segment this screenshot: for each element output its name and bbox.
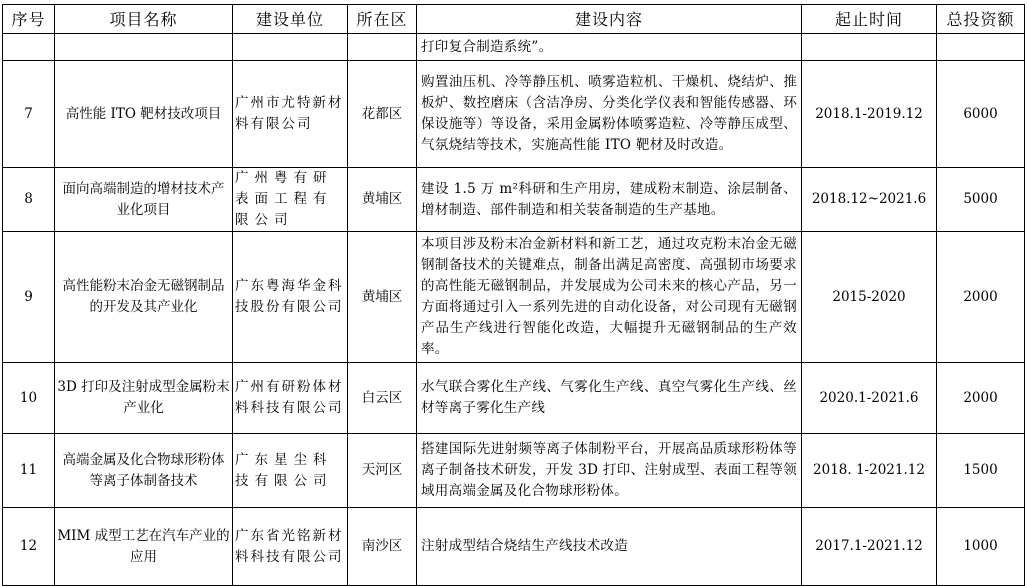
header-content: 建设内容 bbox=[417, 5, 802, 34]
cell-period: 2018.12~2021.6 bbox=[802, 168, 937, 232]
cell-empty bbox=[802, 34, 937, 61]
cell-district: 黄埔区 bbox=[348, 232, 417, 363]
cell-content: 建设 1.5 万 m²科研和生产用房，建成粉末制造、涂层制备、增材制造、部件制造和相关装备制造的生产基地。 bbox=[417, 168, 802, 232]
cell-period: 2018.1-2019.12 bbox=[802, 61, 937, 168]
cell-index: 11 bbox=[3, 434, 55, 508]
cell-index: 9 bbox=[3, 232, 55, 363]
cell-name: 高端金属及化合物球形粉体等离子体制备技术 bbox=[55, 434, 233, 508]
cell-district: 黄埔区 bbox=[348, 168, 417, 232]
cell-period: 2018. 1-2021.12 bbox=[802, 434, 937, 508]
table-row bbox=[3, 61, 1025, 168]
header-row bbox=[3, 5, 1025, 34]
cell-unit: 广州有研粉体材料科技有限公司 bbox=[233, 363, 348, 434]
cell-empty bbox=[937, 34, 1025, 61]
table-row bbox=[3, 363, 1025, 434]
header-investment: 总投资额 bbox=[937, 5, 1025, 34]
cell-name: 3D 打印及注射成型金属粉末产业化 bbox=[55, 363, 233, 434]
table-row bbox=[3, 168, 1025, 232]
cell-unit: 广州市尤特新材料有限公司 bbox=[233, 61, 348, 168]
cell-district: 南沙区 bbox=[348, 508, 417, 586]
cell-unit: 广东粤海华金科技股份有限公司 bbox=[233, 232, 348, 363]
cell-name: MIM 成型工艺在汽车产业的应用 bbox=[55, 508, 233, 586]
cell-investment: 1000 bbox=[937, 508, 1025, 586]
cell-name: 高性能粉末冶金无磁钢制品的开发及其产业化 bbox=[55, 232, 233, 363]
cell-content: 注射成型结合烧结生产线技术改造 bbox=[417, 508, 802, 586]
cell-unit: 广东省光铭新材料科技有限公司 bbox=[233, 508, 348, 586]
cell-index: 7 bbox=[3, 61, 55, 168]
cell-investment: 5000 bbox=[937, 168, 1025, 232]
cell-empty bbox=[3, 34, 55, 61]
cell-unit: 广东星尘科技有限公司 bbox=[233, 434, 348, 508]
cell-index: 10 bbox=[3, 363, 55, 434]
cell-empty bbox=[233, 34, 348, 61]
continuation-row bbox=[3, 34, 1025, 61]
cell-district: 天河区 bbox=[348, 434, 417, 508]
project-table bbox=[2, 4, 1025, 586]
cell-period: 2017.1-2021.12 bbox=[802, 508, 937, 586]
cell-content: 本项目涉及粉末冶金新材料和新工艺，通过攻克粉末冶金无磁钢制备技术的关键难点，制备出满足高密度、高强韧市场要求的高性能无磁钢制品，并发展成为公司未来的核心产品，另一方面将通过引入一系列先进的自动化设备，对公司现有无磁钢产品生产线进行智能化改造，大幅提升无磁钢制品的生产效率。 bbox=[417, 232, 802, 363]
cell-period: 2015-2020 bbox=[802, 232, 937, 363]
header-index: 序号 bbox=[3, 5, 55, 34]
cell-investment: 2000 bbox=[937, 232, 1025, 363]
cell-investment: 1500 bbox=[937, 434, 1025, 508]
cell-empty bbox=[55, 34, 233, 61]
header-period: 起止时间 bbox=[802, 5, 937, 34]
header-name: 项目名称 bbox=[55, 5, 233, 34]
cell-index: 12 bbox=[3, 508, 55, 586]
cell-investment: 6000 bbox=[937, 61, 1025, 168]
header-district: 所在区 bbox=[348, 5, 417, 34]
cell-district: 白云区 bbox=[348, 363, 417, 434]
cell-content: 水气联合雾化生产线、气雾化生产线、真空气雾化生产线、丝材等离子雾化生产线 bbox=[417, 363, 802, 434]
cell-content: 打印复合制造系统”。 bbox=[417, 34, 802, 61]
cell-index: 8 bbox=[3, 168, 55, 232]
cell-investment: 2000 bbox=[937, 363, 1025, 434]
cell-district: 花都区 bbox=[348, 61, 417, 168]
cell-unit: 广州粤有研表面工程有限公司 bbox=[233, 168, 348, 232]
cell-content: 购置油压机、冷等静压机、喷雾造粒机、干燥机、烧结炉、推板炉、数控磨床（含洁净房、分类化学仪表和智能传感器、环保设施等）等设备，采用金属粉体喷雾造粒、冷等静压成型、气氛烧结等技术，实施高性能 ITO 靶材及时改造。 bbox=[417, 61, 802, 168]
cell-content: 搭建国际先进射频等离子体制粉平台，开展高品质球形粉体等离子制备技术研发，开发 3D 打印、注射成型、表面工程等领域用高端金属及化合物球形粉体。 bbox=[417, 434, 802, 508]
table-row bbox=[3, 434, 1025, 508]
cell-empty bbox=[348, 34, 417, 61]
cell-name: 面向高端制造的增材技术产业化项目 bbox=[55, 168, 233, 232]
cell-period: 2020.1-2021.6 bbox=[802, 363, 937, 434]
table-row bbox=[3, 508, 1025, 586]
table-row bbox=[3, 232, 1025, 363]
header-unit: 建设单位 bbox=[233, 5, 348, 34]
cell-name: 高性能 ITO 靶材技改项目 bbox=[55, 61, 233, 168]
